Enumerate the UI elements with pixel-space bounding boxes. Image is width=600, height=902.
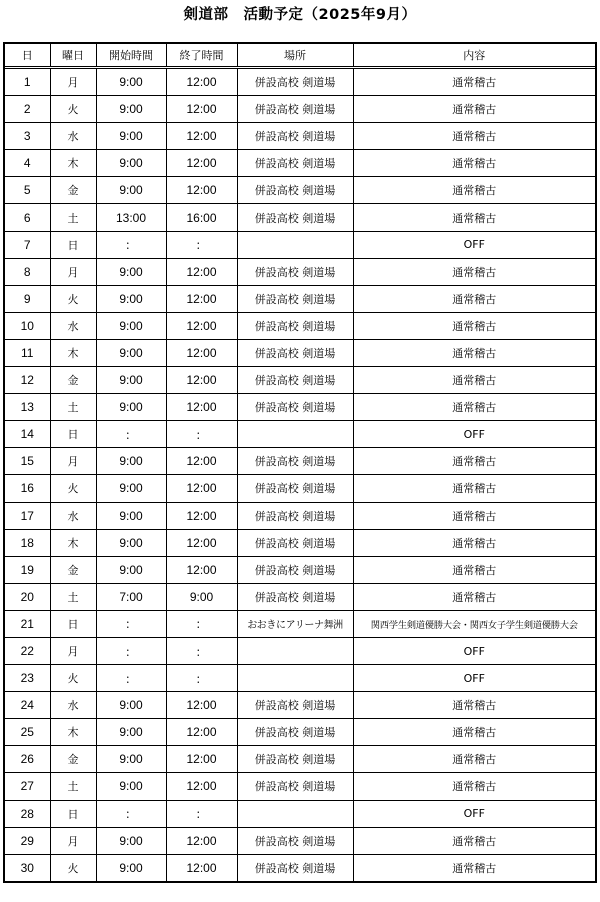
table-row bbox=[5, 448, 595, 475]
cell-start-time: ： bbox=[96, 665, 166, 692]
table-row bbox=[5, 475, 595, 502]
cell-content: 関西学生剣道優勝大会・関西女子学生剣道優勝大会 bbox=[353, 610, 595, 637]
cell-weekday: 土 bbox=[50, 583, 96, 610]
cell-weekday: 日 bbox=[50, 610, 96, 637]
table-row bbox=[5, 68, 595, 96]
cell-end-time: 12:00 bbox=[166, 502, 237, 529]
table-row bbox=[5, 719, 595, 746]
cell-content: 通常稽古 bbox=[353, 827, 595, 854]
cell-start-time: ： bbox=[96, 421, 166, 448]
cell-place: 併設高校 剣道場 bbox=[237, 394, 353, 421]
cell-end-time: ： bbox=[166, 610, 237, 637]
cell-end-time: ： bbox=[166, 637, 237, 664]
cell-day: 18 bbox=[5, 529, 50, 556]
cell-place: 併設高校 剣道場 bbox=[237, 448, 353, 475]
cell-end-time: 12:00 bbox=[166, 68, 237, 96]
cell-day: 13 bbox=[5, 394, 50, 421]
cell-weekday: 月 bbox=[50, 258, 96, 285]
cell-weekday: 火 bbox=[50, 475, 96, 502]
cell-content: 通常稽古 bbox=[353, 123, 595, 150]
cell-weekday: 火 bbox=[50, 285, 96, 312]
cell-weekday: 金 bbox=[50, 367, 96, 394]
cell-start-time: 9:00 bbox=[96, 123, 166, 150]
cell-day: 9 bbox=[5, 285, 50, 312]
cell-day: 23 bbox=[5, 665, 50, 692]
cell-place: おおきにアリーナ舞洲 bbox=[237, 610, 353, 637]
cell-start-time: 7:00 bbox=[96, 583, 166, 610]
cell-end-time: 9:00 bbox=[166, 583, 237, 610]
cell-start-time: 9:00 bbox=[96, 339, 166, 366]
table-row bbox=[5, 502, 595, 529]
cell-day: 26 bbox=[5, 746, 50, 773]
cell-place: 併設高校 剣道場 bbox=[237, 123, 353, 150]
cell-weekday: 木 bbox=[50, 339, 96, 366]
cell-start-time: 9:00 bbox=[96, 68, 166, 96]
cell-start-time: ： bbox=[96, 637, 166, 664]
cell-end-time: 12:00 bbox=[166, 339, 237, 366]
cell-weekday: 水 bbox=[50, 502, 96, 529]
cell-day: 5 bbox=[5, 177, 50, 204]
cell-place: 併設高校 剣道場 bbox=[237, 583, 353, 610]
cell-day: 2 bbox=[5, 96, 50, 123]
cell-day: 27 bbox=[5, 773, 50, 800]
cell-day: 11 bbox=[5, 339, 50, 366]
cell-place: 併設高校 剣道場 bbox=[237, 556, 353, 583]
cell-day: 20 bbox=[5, 583, 50, 610]
table-row bbox=[5, 204, 595, 231]
cell-weekday: 金 bbox=[50, 556, 96, 583]
cell-content: 通常稽古 bbox=[353, 475, 595, 502]
cell-day: 8 bbox=[5, 258, 50, 285]
cell-weekday: 水 bbox=[50, 123, 96, 150]
table-row bbox=[5, 285, 595, 312]
cell-weekday: 日 bbox=[50, 421, 96, 448]
cell-content: 通常稽古 bbox=[353, 367, 595, 394]
table-row bbox=[5, 583, 595, 610]
cell-place: 併設高校 剣道場 bbox=[237, 475, 353, 502]
cell-content: 通常稽古 bbox=[353, 502, 595, 529]
cell-end-time: 12:00 bbox=[166, 854, 237, 881]
cell-end-time: 12:00 bbox=[166, 827, 237, 854]
cell-content: OFF bbox=[353, 421, 595, 448]
cell-content: 通常稽古 bbox=[353, 583, 595, 610]
cell-start-time: 9:00 bbox=[96, 475, 166, 502]
cell-place bbox=[237, 665, 353, 692]
cell-content: 通常稽古 bbox=[353, 448, 595, 475]
cell-start-time: ： bbox=[96, 231, 166, 258]
cell-end-time: 12:00 bbox=[166, 556, 237, 583]
cell-start-time: 13:00 bbox=[96, 204, 166, 231]
table-row bbox=[5, 637, 595, 664]
cell-place: 併設高校 剣道場 bbox=[237, 719, 353, 746]
table-header-row bbox=[5, 44, 595, 68]
cell-start-time: ： bbox=[96, 610, 166, 637]
cell-content: 通常稽古 bbox=[353, 719, 595, 746]
cell-start-time: 9:00 bbox=[96, 394, 166, 421]
table-row bbox=[5, 421, 595, 448]
table-row bbox=[5, 692, 595, 719]
cell-start-time: 9:00 bbox=[96, 258, 166, 285]
cell-place: 併設高校 剣道場 bbox=[237, 204, 353, 231]
cell-weekday: 土 bbox=[50, 394, 96, 421]
cell-weekday: 月 bbox=[50, 68, 96, 96]
cell-place: 併設高校 剣道場 bbox=[237, 285, 353, 312]
cell-start-time: 9:00 bbox=[96, 692, 166, 719]
table-row bbox=[5, 231, 595, 258]
cell-weekday: 月 bbox=[50, 448, 96, 475]
cell-start-time: 9:00 bbox=[96, 312, 166, 339]
cell-end-time: 12:00 bbox=[166, 719, 237, 746]
cell-day: 12 bbox=[5, 367, 50, 394]
cell-weekday: 月 bbox=[50, 637, 96, 664]
cell-day: 21 bbox=[5, 610, 50, 637]
table-row bbox=[5, 773, 595, 800]
cell-start-time: 9:00 bbox=[96, 177, 166, 204]
cell-place: 併設高校 剣道場 bbox=[237, 339, 353, 366]
cell-end-time: 12:00 bbox=[166, 475, 237, 502]
cell-place bbox=[237, 421, 353, 448]
cell-weekday: 水 bbox=[50, 312, 96, 339]
cell-start-time: 9:00 bbox=[96, 827, 166, 854]
cell-content: 通常稽古 bbox=[353, 394, 595, 421]
column-header-content: 内容 bbox=[353, 44, 595, 68]
cell-end-time: 12:00 bbox=[166, 394, 237, 421]
cell-end-time: ： bbox=[166, 231, 237, 258]
cell-content: 通常稽古 bbox=[353, 854, 595, 881]
cell-content: 通常稽古 bbox=[353, 312, 595, 339]
cell-content: OFF bbox=[353, 231, 595, 258]
schedule-table-frame bbox=[3, 42, 597, 883]
cell-weekday: 水 bbox=[50, 692, 96, 719]
cell-end-time: 12:00 bbox=[166, 258, 237, 285]
cell-place: 併設高校 剣道場 bbox=[237, 529, 353, 556]
table-row bbox=[5, 800, 595, 827]
cell-day: 17 bbox=[5, 502, 50, 529]
cell-weekday: 土 bbox=[50, 773, 96, 800]
cell-start-time: 9:00 bbox=[96, 367, 166, 394]
table-row bbox=[5, 258, 595, 285]
cell-end-time: 12:00 bbox=[166, 448, 237, 475]
table-row bbox=[5, 665, 595, 692]
cell-weekday: 木 bbox=[50, 529, 96, 556]
cell-place bbox=[237, 231, 353, 258]
table-row bbox=[5, 529, 595, 556]
cell-end-time: ： bbox=[166, 421, 237, 448]
cell-content: 通常稽古 bbox=[353, 204, 595, 231]
table-row bbox=[5, 150, 595, 177]
cell-end-time: ： bbox=[166, 665, 237, 692]
cell-end-time: 12:00 bbox=[166, 150, 237, 177]
cell-place: 併設高校 剣道場 bbox=[237, 773, 353, 800]
cell-end-time: 16:00 bbox=[166, 204, 237, 231]
cell-content: 通常稽古 bbox=[353, 150, 595, 177]
cell-weekday: 火 bbox=[50, 854, 96, 881]
cell-content: 通常稽古 bbox=[353, 285, 595, 312]
cell-end-time: 12:00 bbox=[166, 773, 237, 800]
cell-end-time: 12:00 bbox=[166, 692, 237, 719]
cell-content: 通常稽古 bbox=[353, 556, 595, 583]
cell-weekday: 木 bbox=[50, 719, 96, 746]
cell-place: 併設高校 剣道場 bbox=[237, 827, 353, 854]
cell-weekday: 日 bbox=[50, 231, 96, 258]
cell-place: 併設高校 剣道場 bbox=[237, 746, 353, 773]
column-header-place: 場所 bbox=[237, 44, 353, 68]
cell-content: 通常稽古 bbox=[353, 258, 595, 285]
cell-day: 3 bbox=[5, 123, 50, 150]
table-row bbox=[5, 854, 595, 881]
schedule-table bbox=[5, 44, 595, 881]
table-row bbox=[5, 556, 595, 583]
cell-weekday: 火 bbox=[50, 665, 96, 692]
cell-day: 15 bbox=[5, 448, 50, 475]
cell-day: 30 bbox=[5, 854, 50, 881]
cell-start-time: 9:00 bbox=[96, 529, 166, 556]
cell-start-time: 9:00 bbox=[96, 773, 166, 800]
cell-content: OFF bbox=[353, 665, 595, 692]
cell-weekday: 土 bbox=[50, 204, 96, 231]
cell-day: 16 bbox=[5, 475, 50, 502]
cell-place: 併設高校 剣道場 bbox=[237, 502, 353, 529]
cell-place: 併設高校 剣道場 bbox=[237, 854, 353, 881]
cell-end-time: 12:00 bbox=[166, 96, 237, 123]
cell-start-time: 9:00 bbox=[96, 854, 166, 881]
cell-place bbox=[237, 800, 353, 827]
cell-end-time: ： bbox=[166, 800, 237, 827]
cell-start-time: 9:00 bbox=[96, 556, 166, 583]
cell-start-time: 9:00 bbox=[96, 746, 166, 773]
cell-day: 6 bbox=[5, 204, 50, 231]
cell-start-time: 9:00 bbox=[96, 150, 166, 177]
cell-place bbox=[237, 637, 353, 664]
column-header-start-time: 開始時間 bbox=[96, 44, 166, 68]
cell-day: 29 bbox=[5, 827, 50, 854]
cell-end-time: 12:00 bbox=[166, 285, 237, 312]
cell-place: 併設高校 剣道場 bbox=[237, 177, 353, 204]
table-row bbox=[5, 610, 595, 637]
cell-content: 通常稽古 bbox=[353, 773, 595, 800]
table-row bbox=[5, 177, 595, 204]
cell-start-time: 9:00 bbox=[96, 719, 166, 746]
cell-weekday: 木 bbox=[50, 150, 96, 177]
schedule-body bbox=[5, 68, 595, 881]
cell-content: 通常稽古 bbox=[353, 68, 595, 96]
cell-place: 併設高校 剣道場 bbox=[237, 367, 353, 394]
cell-end-time: 12:00 bbox=[166, 312, 237, 339]
cell-content: 通常稽古 bbox=[353, 339, 595, 366]
column-header-day: 日 bbox=[5, 44, 50, 68]
table-row bbox=[5, 367, 595, 394]
cell-day: 28 bbox=[5, 800, 50, 827]
cell-day: 24 bbox=[5, 692, 50, 719]
cell-content: 通常稽古 bbox=[353, 529, 595, 556]
table-row bbox=[5, 827, 595, 854]
cell-place: 併設高校 剣道場 bbox=[237, 692, 353, 719]
cell-day: 4 bbox=[5, 150, 50, 177]
cell-start-time: 9:00 bbox=[96, 285, 166, 312]
cell-place: 併設高校 剣道場 bbox=[237, 150, 353, 177]
cell-day: 10 bbox=[5, 312, 50, 339]
cell-content: OFF bbox=[353, 637, 595, 664]
cell-end-time: 12:00 bbox=[166, 177, 237, 204]
cell-end-time: 12:00 bbox=[166, 367, 237, 394]
table-row bbox=[5, 339, 595, 366]
cell-weekday: 金 bbox=[50, 177, 96, 204]
table-row bbox=[5, 746, 595, 773]
cell-weekday: 火 bbox=[50, 96, 96, 123]
cell-content: 通常稽古 bbox=[353, 692, 595, 719]
cell-start-time: ： bbox=[96, 800, 166, 827]
cell-start-time: 9:00 bbox=[96, 96, 166, 123]
cell-day: 7 bbox=[5, 231, 50, 258]
cell-day: 1 bbox=[5, 68, 50, 96]
cell-day: 25 bbox=[5, 719, 50, 746]
cell-place: 併設高校 剣道場 bbox=[237, 312, 353, 339]
cell-place: 併設高校 剣道場 bbox=[237, 96, 353, 123]
table-row bbox=[5, 96, 595, 123]
cell-content: OFF bbox=[353, 800, 595, 827]
cell-content: 通常稽古 bbox=[353, 746, 595, 773]
cell-end-time: 12:00 bbox=[166, 529, 237, 556]
cell-end-time: 12:00 bbox=[166, 746, 237, 773]
cell-place: 併設高校 剣道場 bbox=[237, 68, 353, 96]
cell-day: 14 bbox=[5, 421, 50, 448]
cell-day: 19 bbox=[5, 556, 50, 583]
page-title: 剣道部 活動予定（2025年9月） bbox=[183, 7, 417, 23]
cell-weekday: 金 bbox=[50, 746, 96, 773]
table-row bbox=[5, 123, 595, 150]
cell-place: 併設高校 剣道場 bbox=[237, 258, 353, 285]
cell-content: 通常稽古 bbox=[353, 96, 595, 123]
table-row bbox=[5, 394, 595, 421]
cell-day: 22 bbox=[5, 637, 50, 664]
table-row bbox=[5, 312, 595, 339]
cell-start-time: 9:00 bbox=[96, 502, 166, 529]
column-header-end-time: 終了時間 bbox=[166, 44, 237, 68]
cell-content: 通常稽古 bbox=[353, 177, 595, 204]
cell-weekday: 日 bbox=[50, 800, 96, 827]
column-header-weekday: 曜日 bbox=[50, 44, 96, 68]
cell-weekday: 月 bbox=[50, 827, 96, 854]
cell-start-time: 9:00 bbox=[96, 448, 166, 475]
cell-end-time: 12:00 bbox=[166, 123, 237, 150]
